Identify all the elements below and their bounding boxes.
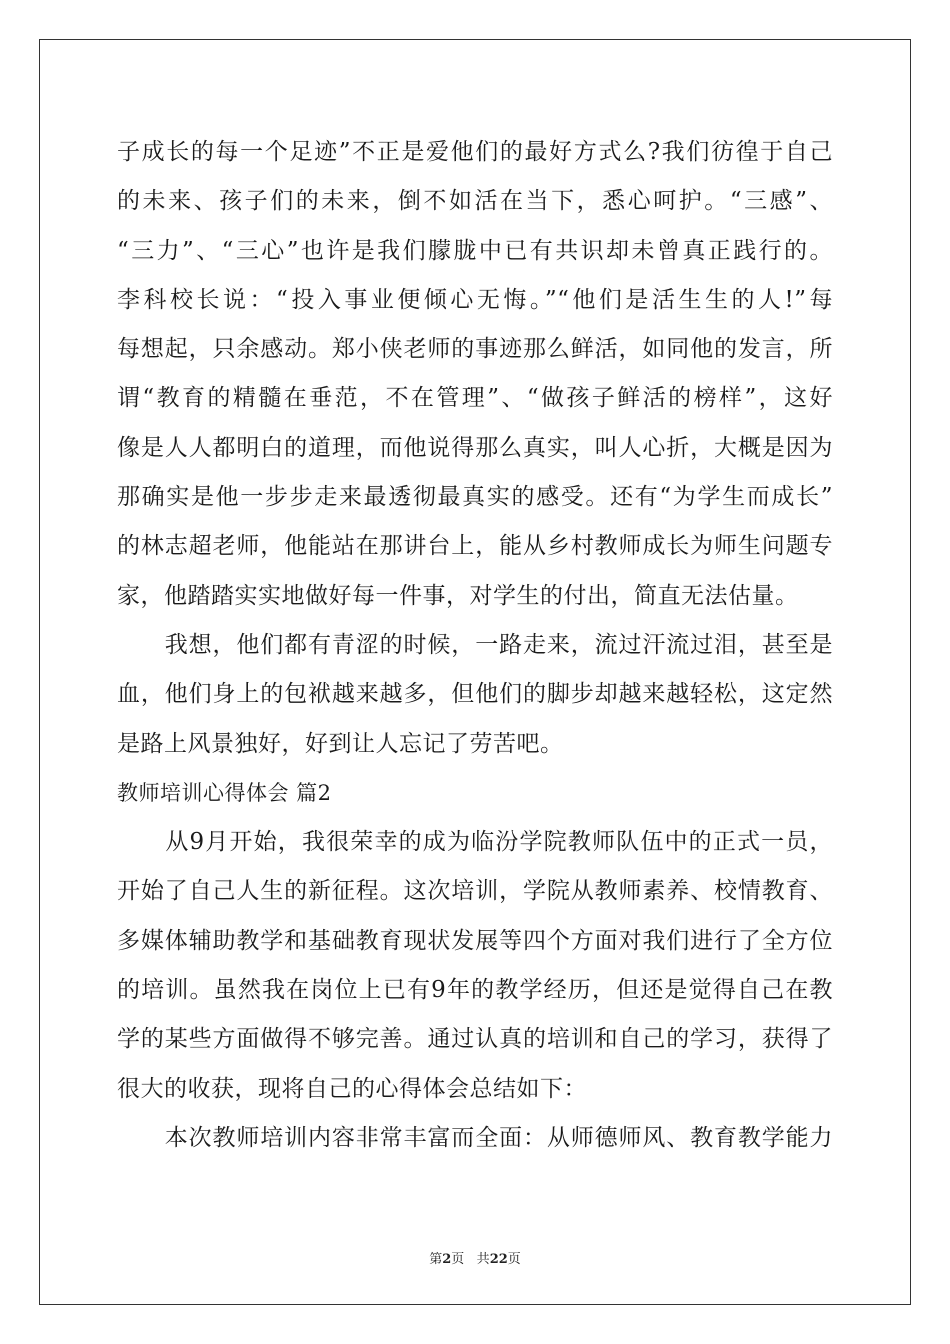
text-line: 本次教师培训内容非常丰富而全面：从师德师风、教育教学能力 xyxy=(117,1124,833,1151)
text-line: 李科校长说：“投入事业便倾心无悔。”“他们是活生生的人!”每 xyxy=(117,286,833,313)
footer-total-prefix: 共 xyxy=(476,1252,490,1267)
text-line: 很大的收获，现将自己的心得体会总结如下： xyxy=(117,1075,587,1102)
text-line: 的未来、孩子们的未来，倒不如活在当下，悉心呵护。“三感”、 xyxy=(117,188,833,215)
text-line: 开始了自己人生的新征程。这次培训，学院从教师素养、校情教育、 xyxy=(117,878,833,905)
text-line: 多媒体辅助教学和基础教育现状发展等四个方面对我们进行了全方位 xyxy=(117,927,833,954)
footer-prefix: 第 xyxy=(429,1252,443,1267)
footer-total-suffix: 页 xyxy=(507,1252,521,1267)
text-line: 子成长的每一个足迹”不正是爱他们的最好方式么?我们彷徨于自己 xyxy=(117,139,833,165)
text-line: “三力”、“三心”也许是我们朦胧中已有共识却未曾真正践行的。 xyxy=(117,237,833,264)
text-line: 是路上风景独好，好到让人忘记了劳苦吧。 xyxy=(117,730,564,757)
text-line: 像是人人都明白的道理，而他说得那么真实，叫人心折，大概是因为 xyxy=(117,434,833,461)
paragraph-1 xyxy=(117,128,833,621)
text-line: 血，他们身上的包袱越来越多，但他们的脚步却越来越轻松，这定然 xyxy=(117,681,833,708)
document-body xyxy=(117,128,833,1163)
paragraph-3 xyxy=(117,818,833,1114)
text-line: 那确实是他一步步走来最透彻最真实的感受。还有“为学生而成长” xyxy=(117,484,833,511)
text-line: 学的某些方面做得不够完善。通过认真的培训和自己的学习，获得了 xyxy=(117,1026,833,1053)
footer-page-number: 2 xyxy=(442,1252,452,1267)
text-line: 家，他踏踏实实地做好每一件事，对学生的付出，简直无法估量。 xyxy=(117,582,799,609)
text-line: 从9月开始，我很荣幸的成为临汾学院教师队伍中的正式一员， xyxy=(117,829,833,856)
text-line: 谓“教育的精髓在垂范，不在管理”、“做孩子鲜活的榜样”，这好 xyxy=(117,385,833,412)
text-line: 我想，他们都有青涩的时候，一路走来，流过汗流过泪，甚至是 xyxy=(117,631,833,658)
page-footer xyxy=(0,1248,950,1267)
paragraph-2 xyxy=(117,621,833,769)
text-line: 的培训。虽然我在岗位上已有9年的教学经历，但还是觉得自己在教 xyxy=(117,977,833,1004)
text-line: 的林志超老师，他能站在那讲台上，能从乡村教师成长为师生问题专 xyxy=(117,533,833,560)
footer-page-suffix: 页 xyxy=(451,1252,465,1267)
paragraph-4 xyxy=(117,1114,833,1163)
text-line: 每想起，只余感动。郑小侠老师的事迹那么鲜活，如同他的发言，所 xyxy=(117,336,833,363)
footer-total-pages: 22 xyxy=(489,1252,508,1267)
section-heading: 教师培训心得体会 篇2 xyxy=(117,780,332,805)
